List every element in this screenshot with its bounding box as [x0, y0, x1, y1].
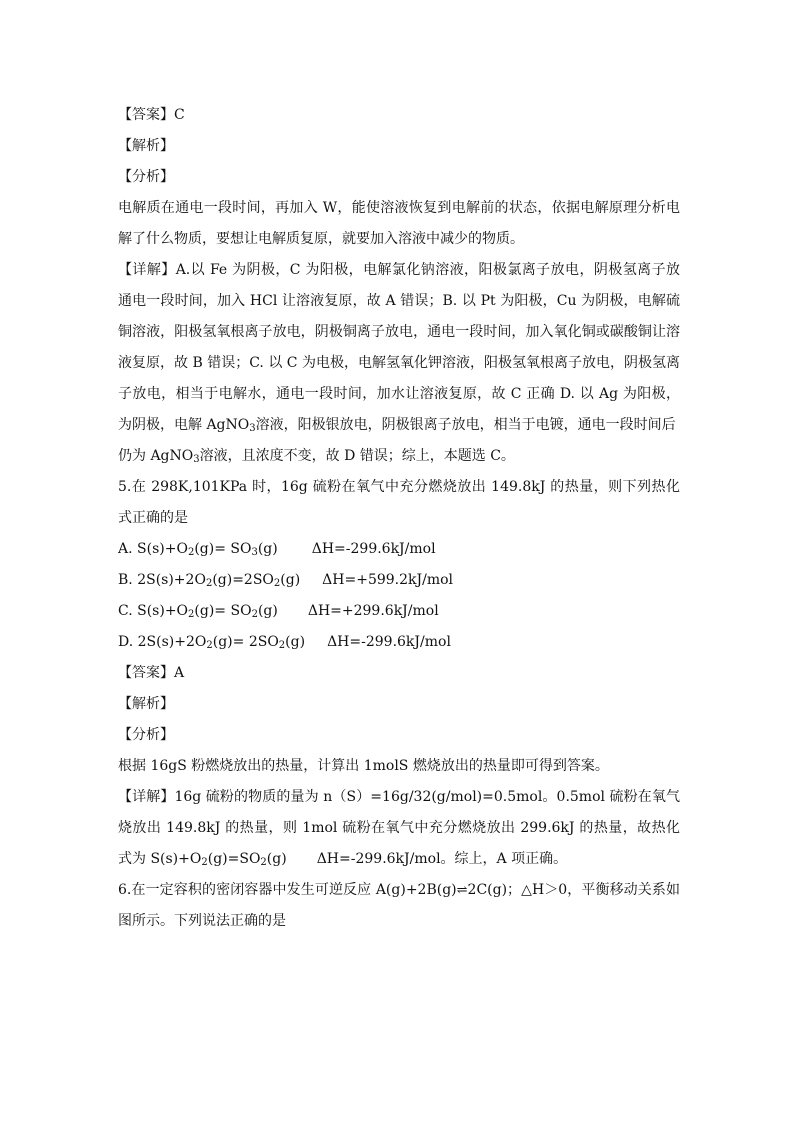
eq-part: S(s)+O	[137, 541, 188, 557]
q5-fenxi-line-1: 根据 16gS 粉燃烧放出的热量，计算出 1molS 燃烧放出的热量即可得到答案。	[118, 758, 609, 774]
q5-detail-line-3-c: (g)	[266, 851, 287, 867]
q5-option-a	[118, 534, 680, 565]
q5-detail-line-2: 烧放出 149.8kJ 的热量，则 1mol 硫粉在氧气中充分燃烧放出 299.6kJ 的热量，故热化	[118, 820, 680, 836]
option-label: A.	[118, 541, 138, 557]
eq-part: (g)= 2SO	[212, 634, 279, 650]
eq-sub: 2	[201, 857, 208, 868]
q4-fenxi-heading: 【分析】	[118, 169, 174, 185]
q5-stem-line-1: 5.在 298K,101KPa 时，16g 硫粉在氧气中充分燃烧放出 149.8kJ 的热量，则下列热化	[118, 479, 680, 495]
eq-part: (g)=2SO	[212, 572, 274, 588]
eq-sub: 2	[251, 609, 258, 620]
q4-detail-line-6-a: 为阴极，电解 AgNO	[118, 417, 250, 433]
eq-part: 2S(s)+2O	[137, 634, 207, 650]
delta-h: ΔH=-299.6kJ/mol	[327, 634, 451, 650]
delta-h: ΔH=-299.6kJ/mol	[311, 541, 436, 557]
q6-stem-line-2: 图所示。下列说法正确的是	[118, 913, 286, 929]
eq-sub: 2	[273, 578, 281, 589]
eq-part: (g)	[257, 541, 278, 557]
eq-sub: 2	[206, 640, 213, 651]
q4-detail-line-2: 通电一段时间，加入 HCl 让溶液复原，故 A 错误；B. 以 Pt 为阳极，Cu 为阴极，电解硫	[118, 293, 680, 309]
q4-detail-line-1: 【详解】A.以 Fe 为阴极，C 为阳极，电解氯化钠溶液，阳极氯离子放电，阴极氢离子放	[118, 262, 680, 278]
q5-option-d	[118, 627, 680, 658]
q4-detail-line-6-b: 溶液，阳极银放电，阴极银离子放电，相当于电镀，通电一段时间后	[255, 417, 676, 433]
q6-stem-line-1	[118, 875, 680, 906]
q5-option-c	[118, 596, 680, 627]
q6-stem-line-1-a: 6.在一定容积的密闭容器中发生可逆反应 A(g)+2B(g)	[118, 882, 457, 898]
q6-stem-line-1-b: 2C(g)；△H＞0，平衡移动关系如	[467, 882, 680, 898]
q4-detail-line-7-sub: 3	[193, 454, 200, 465]
equilibrium-arrow-icon: ⇌	[456, 883, 468, 898]
q5-analysis-heading: 【解析】	[118, 696, 174, 712]
q5-detail-line-3-d: ΔH=-299.6kJ/mol。综上，A 项正确。	[316, 851, 568, 867]
q5-detail-line-1: 【详解】16g 硫粉的物质的量为 n（S）=16g/32(g/mol)=0.5mol。0.5mol 硫粉在氧气	[118, 789, 680, 805]
q4-detail-line-5: 子放电，相当于电解水，通电一段时间，加水让溶液复原，故 C 正确 D. 以 Ag 为阳极，	[118, 386, 680, 402]
q5-detail-line-3-b: (g)=SO	[207, 851, 261, 867]
delta-h: ΔH=+299.6kJ/mol	[307, 603, 439, 619]
q5-answer: 【答案】A	[118, 665, 185, 681]
eq-sub: 2	[205, 578, 213, 589]
q4-fenxi-line-1: 电解质在通电一段时间，再加入 W，能使溶液恢复到电解前的状态，依据电解原理分析电	[118, 200, 680, 216]
q4-detail-line-6	[118, 410, 680, 441]
eq-part: S(s)+O	[137, 603, 189, 619]
eq-sub: 2	[278, 640, 286, 651]
q5-fenxi-heading: 【分析】	[118, 727, 174, 743]
eq-part: (g)= SO	[194, 603, 252, 619]
option-label: B.	[118, 572, 138, 588]
q4-analysis-heading: 【解析】	[118, 138, 174, 154]
q5-option-b	[118, 565, 680, 596]
eq-part: 2S(s)+2O	[137, 572, 206, 588]
q4-detail-line-6-sub: 3	[249, 423, 256, 434]
eq-part: (g)	[257, 603, 278, 619]
option-label: D.	[118, 634, 138, 650]
q4-detail-line-7-b: 溶液，且浓度不变，故 D 错误；综上，本题选 C。	[199, 448, 515, 464]
q4-fenxi-line-2: 解了什么物质，要想让电解质复原，就要加入溶液中减少的物质。	[118, 231, 524, 247]
option-label: C.	[118, 603, 138, 619]
eq-sub: 2	[187, 547, 195, 558]
q4-answer: 【答案】C	[118, 107, 185, 123]
eq-part: (g)	[285, 634, 306, 650]
eq-sub: 2	[188, 609, 195, 620]
q5-detail-line-3	[118, 844, 680, 875]
q5-stem-line-2: 式正确的是	[118, 510, 188, 526]
eq-sub: 2	[260, 857, 267, 868]
q4-detail-line-7	[118, 441, 680, 472]
eq-part: (g)	[280, 572, 301, 588]
q4-detail-line-3: 铜溶液，阳极氢氧根离子放电，阴极铜离子放电，通电一段时间，加入氧化铜或碳酸铜让溶	[118, 324, 680, 340]
q4-detail-line-4: 液复原，故 B 错误；C. 以 C 为电极，电解氢氧化钾溶液，阳极氢氧根离子放电，阴极氢离	[118, 355, 680, 371]
delta-h: ΔH=+599.2kJ/mol	[322, 572, 454, 588]
q4-detail-line-7-a: 仍为 AgNO	[118, 448, 194, 464]
eq-part: (g)= SO	[194, 541, 252, 557]
document-page	[118, 100, 680, 937]
q5-detail-line-3-a: 式为 S(s)+O	[118, 851, 202, 867]
eq-sub: 3	[251, 547, 258, 558]
